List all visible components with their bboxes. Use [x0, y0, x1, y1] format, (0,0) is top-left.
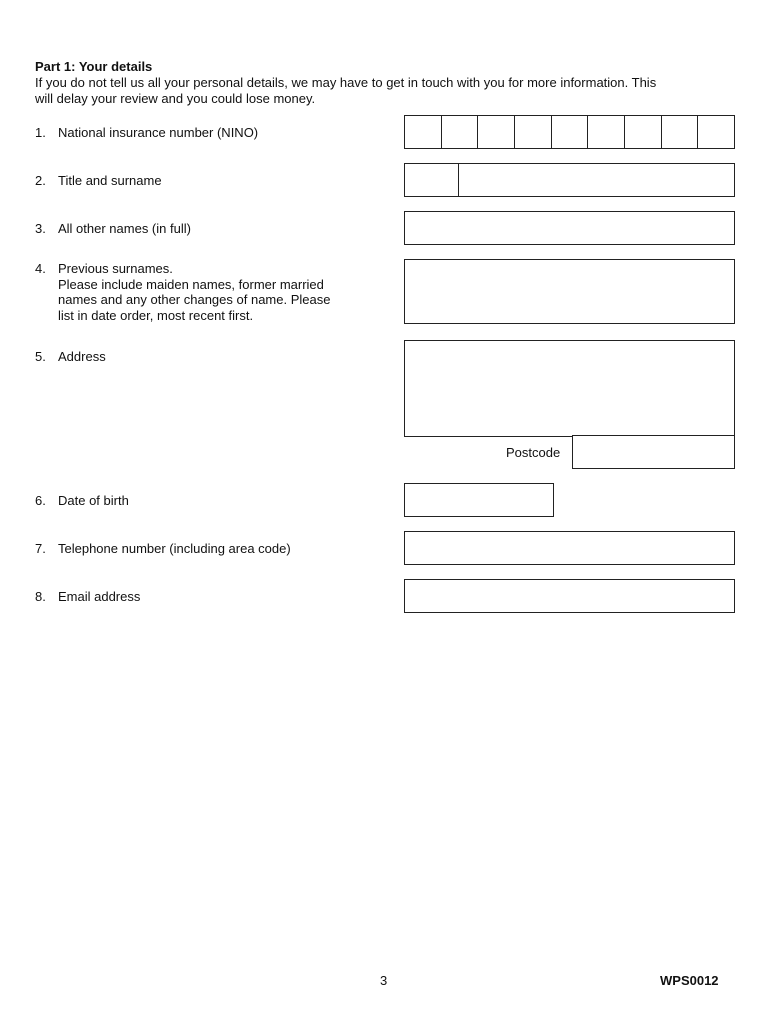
surname-input[interactable]	[459, 163, 735, 197]
part-heading: Part 1: Your details	[35, 59, 153, 74]
nino-char-box[interactable]	[587, 115, 624, 149]
question-number: 1.	[35, 125, 46, 140]
question-previous-surnames	[35, 261, 395, 327]
nino-char-box[interactable]	[441, 115, 478, 149]
intro-text	[35, 75, 735, 106]
question-title-surname	[35, 173, 395, 191]
question-number: 5.	[35, 349, 46, 364]
postcode-label: Postcode	[506, 445, 561, 460]
previous-surnames-input[interactable]	[404, 259, 735, 324]
question-address	[35, 349, 395, 367]
question-nino	[35, 125, 395, 143]
question-label: Email address	[58, 589, 141, 604]
question-number: 4.	[35, 261, 46, 276]
question-email	[35, 589, 395, 607]
question-label: All other names (in full)	[58, 221, 191, 236]
nino-char-box[interactable]	[697, 115, 735, 149]
telephone-input[interactable]	[404, 531, 735, 565]
question-number: 3.	[35, 221, 46, 236]
question-label: Date of birth	[58, 493, 129, 508]
question-label-block	[58, 261, 330, 323]
form-code: WPS0012	[660, 973, 719, 988]
nino-char-box[interactable]	[551, 115, 588, 149]
question-help-line: Please include maiden names, former married	[58, 276, 324, 292]
other-names-input[interactable]	[404, 211, 735, 245]
question-number: 7.	[35, 541, 46, 556]
nino-char-box[interactable]	[404, 115, 441, 149]
question-date-of-birth	[35, 493, 395, 511]
nino-char-box[interactable]	[514, 115, 551, 149]
question-help-line: names and any other changes of name. Please	[58, 292, 331, 307]
question-label: National insurance number (NINO)	[58, 125, 259, 140]
question-other-names	[35, 221, 395, 239]
question-help-line: list in date order, most recent first.	[58, 307, 254, 323]
title-input[interactable]	[404, 163, 461, 197]
address-input[interactable]	[404, 340, 735, 437]
question-number: 6.	[35, 493, 46, 508]
nino-char-box[interactable]	[477, 115, 514, 149]
date-of-birth-input[interactable]	[404, 483, 554, 517]
nino-char-box[interactable]	[661, 115, 698, 149]
question-number: 8.	[35, 589, 46, 604]
question-telephone	[35, 541, 395, 559]
nino-char-box[interactable]	[624, 115, 661, 149]
question-label: Title and surname	[58, 173, 162, 188]
question-label: Address	[58, 349, 106, 364]
question-label: Telephone number (including area code)	[58, 541, 291, 556]
intro-line-2: will delay your review and you could lose money.	[35, 90, 316, 106]
postcode-input[interactable]	[572, 435, 735, 469]
intro-line-1: If you do not tell us all your personal details, we may have to get in touch with you for more information. This	[35, 75, 657, 90]
question-number: 2.	[35, 173, 46, 188]
email-input[interactable]	[404, 579, 735, 613]
question-label: Previous surnames.	[58, 261, 173, 276]
page-number: 3	[380, 973, 388, 988]
nino-input[interactable]	[404, 115, 735, 149]
